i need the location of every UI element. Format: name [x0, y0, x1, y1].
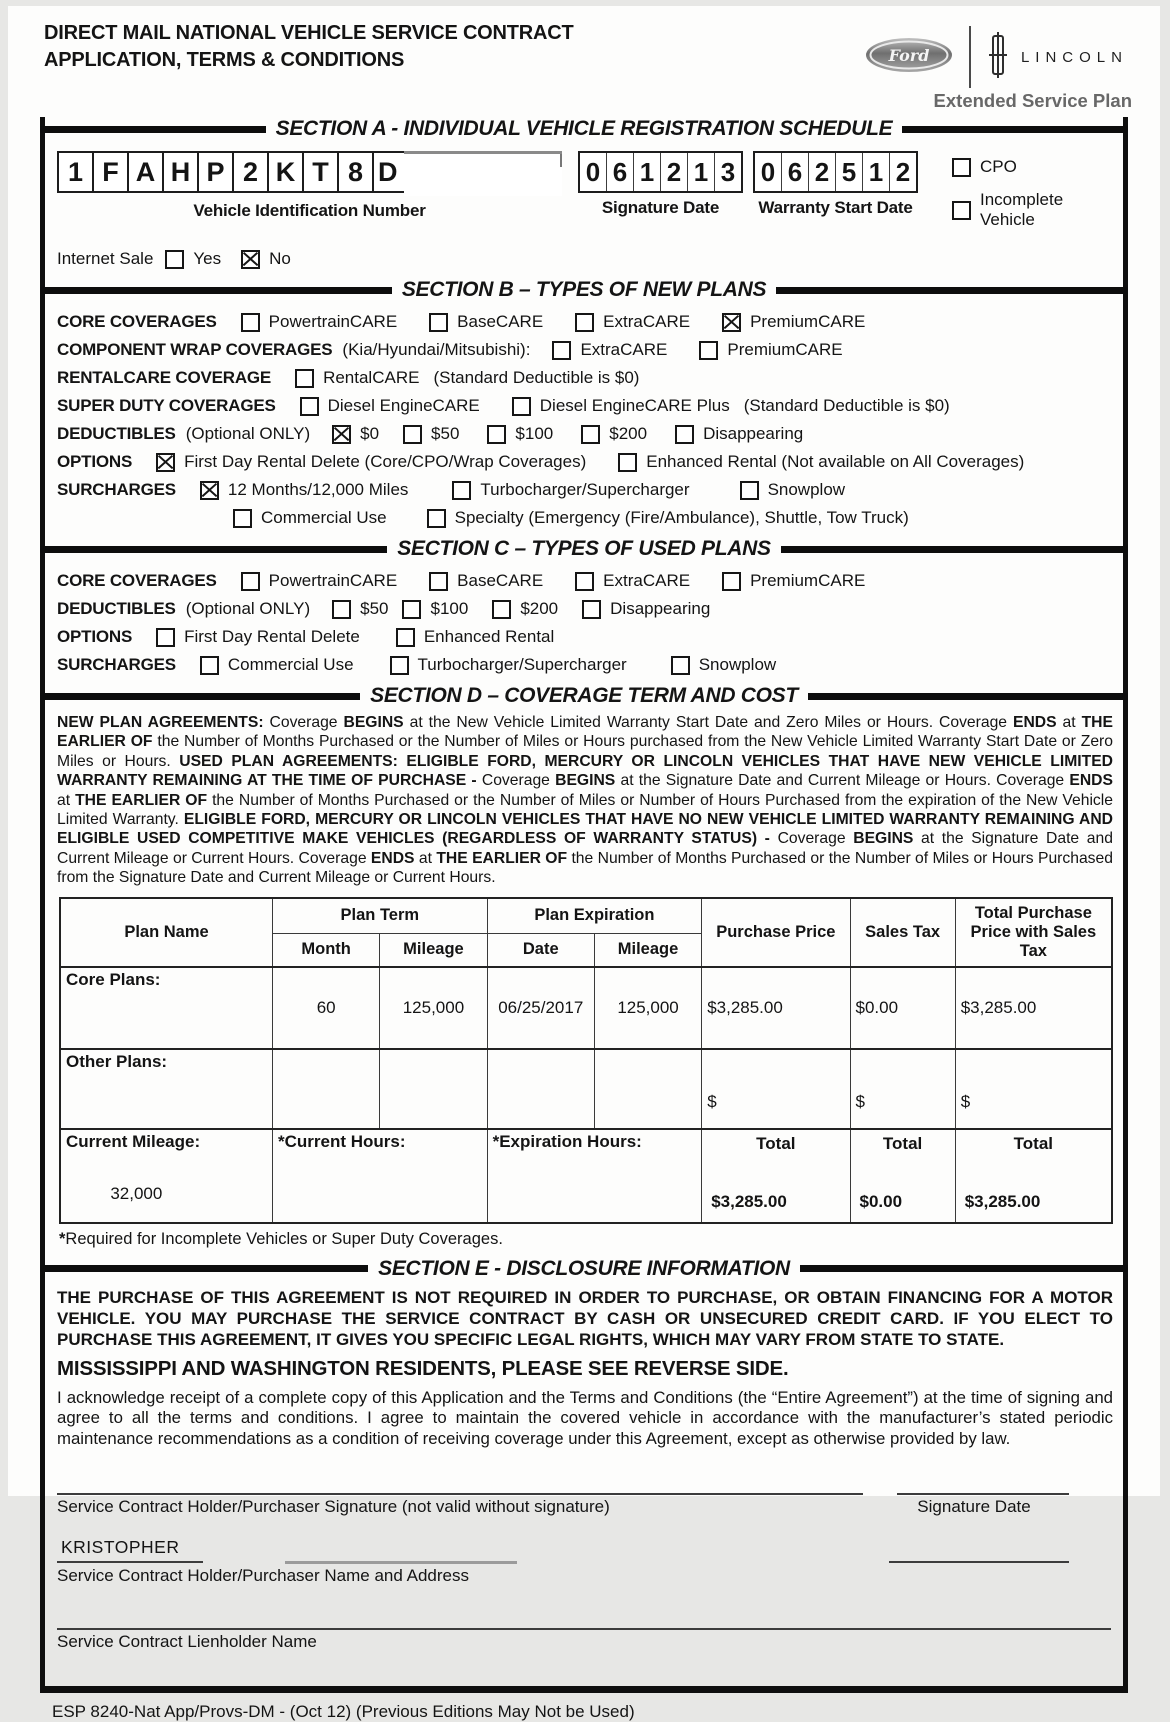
checkbox-option[interactable] — [722, 571, 865, 591]
checkbox-icon[interactable] — [618, 453, 637, 472]
checkbox-icon[interactable] — [722, 313, 741, 332]
no-label: No — [269, 249, 291, 268]
purchaser-signature-line[interactable] — [57, 1493, 863, 1495]
option-label: Disappearing — [703, 424, 804, 443]
core-mileage: 125,000 — [380, 967, 487, 1049]
date-digit: 0 — [580, 153, 607, 191]
core-exp-date: 06/25/2017 — [487, 967, 594, 1049]
cpo-checkbox[interactable] — [952, 158, 971, 177]
other-total: $ — [955, 1049, 1112, 1129]
coverage-row — [57, 448, 1113, 476]
holder-address-redacted-line[interactable] — [285, 1561, 517, 1564]
option-label: 12 Months/12,000 Miles — [227, 480, 409, 499]
option-label: $200 — [520, 599, 559, 618]
option-label: Turbocharger/Supercharger — [417, 655, 627, 674]
section-c-title: SECTION C – TYPES OF USED PLANS — [397, 537, 771, 560]
table-footnote — [45, 1224, 1123, 1257]
residents-note: MISSISSIPPI AND WASHINGTON RESIDENTS, PLEASE SEE REVERSE SIDE. — [57, 1356, 789, 1380]
checkbox-icon[interactable] — [582, 600, 601, 619]
date-digit: 5 — [836, 153, 863, 191]
option-label: First Day Rental Delete — [184, 627, 360, 646]
brand-logos — [865, 26, 1128, 88]
signature-date-line[interactable] — [897, 1493, 1069, 1495]
signature-date-label: Signature Date — [601, 198, 720, 217]
checkbox-option[interactable] — [618, 452, 1024, 472]
holder-name-value: KRISTOPHER — [61, 1537, 180, 1558]
yes-label: Yes — [193, 249, 222, 268]
checkbox-icon[interactable] — [699, 341, 718, 360]
row-label: OPTIONS — [57, 452, 133, 471]
col-purchase-price: Purchase Price — [702, 898, 850, 967]
option-label: Specialty (Emergency (Fire/Ambulance), Shuttle, Tow Truck) — [454, 508, 909, 527]
checkbox-option[interactable] — [699, 340, 842, 360]
internet-sale-no-option[interactable] — [241, 249, 291, 269]
section-c-header — [40, 537, 1128, 561]
checkbox-icon[interactable] — [722, 572, 741, 591]
coverage-row — [57, 336, 1113, 364]
checkbox-option[interactable] — [675, 424, 803, 444]
checkbox-option[interactable] — [575, 312, 690, 332]
grand-total-cell — [955, 1129, 1112, 1223]
incomplete-vehicle-label: Incomplete Vehicle — [980, 190, 1064, 229]
row-label: DEDUCTIBLES — [57, 599, 176, 618]
row-note: (Optional ONLY) — [185, 599, 311, 618]
checkbox-option[interactable] — [156, 627, 360, 647]
footnote-text: Required for Incomplete Vehicles or Super Duty Coverages. — [65, 1229, 503, 1248]
checkbox-option[interactable] — [429, 312, 543, 332]
checkbox-option[interactable] — [332, 599, 388, 619]
checkbox-icon[interactable] — [492, 600, 511, 619]
checkbox-option[interactable] — [581, 424, 647, 444]
option-label: PowertrainCARE — [268, 571, 398, 590]
checkbox-icon[interactable] — [575, 572, 594, 591]
col-sales-tax: Sales Tax — [850, 898, 955, 967]
section-e-title: SECTION E - DISCLOSURE INFORMATION — [378, 1256, 790, 1280]
option-label: BaseCARE — [457, 312, 544, 331]
current-hours-cell — [273, 1129, 488, 1223]
row-label: SUPER DUTY COVERAGES — [57, 396, 276, 415]
checkbox-option[interactable] — [740, 480, 846, 500]
checkbox-option[interactable] — [332, 424, 379, 444]
option-label: RentalCARE — [323, 368, 420, 387]
section-b-body — [45, 302, 1123, 537]
coverage-row — [57, 623, 1113, 651]
ford-logo-icon — [865, 37, 953, 78]
row-label: SURCHARGES — [57, 480, 176, 499]
checkbox-icon[interactable] — [200, 481, 219, 500]
option-label: Snowplow — [698, 655, 777, 674]
vin-label: Vehicle Identification Number — [193, 201, 426, 220]
signature-date-label: Signature Date — [917, 1497, 1031, 1517]
checkbox-option[interactable] — [575, 571, 690, 591]
row-label: RENTALCARE COVERAGE — [57, 368, 272, 387]
acknowledgment-paragraph: I acknowledge receipt of a complete copy of this Application and the Terms and Conditions (the “Entire Agreement”) at the time of signing and agree to all the terms and conditions. I agree to maintain the covered vehicle in accordance with the manufacturer’s stated periodic maintenance recommendations as a condition of receiving coverage under this Agreement, except as otherwise provided by law. — [57, 1387, 1113, 1448]
checkbox-option[interactable] — [396, 627, 554, 647]
vin-char: A — [127, 151, 164, 193]
option-note: (Standard Deductible is $0) — [433, 368, 640, 387]
checkbox-icon[interactable] — [452, 481, 471, 500]
checkbox-icon[interactable] — [429, 572, 448, 591]
col-total-price: Total Purchase Price with Sales Tax — [955, 898, 1112, 967]
row-label: CORE COVERAGES — [57, 571, 217, 590]
checkbox-icon[interactable] — [396, 628, 415, 647]
cpo-label: CPO — [980, 157, 1017, 176]
section-d-header — [40, 684, 1128, 708]
warranty-start-grid — [753, 151, 918, 193]
core-total: $3,285.00 — [955, 967, 1112, 1049]
checkbox-icon[interactable] — [156, 628, 175, 647]
coverage-term-paragraph: NEW PLAN AGREEMENTS: Coverage BEGINS at the New Vehicle Limited Warranty Start Date and Zero Miles or Hours. Coverage ENDS at THE EARLIER OF the Number of Months Purchased or the Number of Miles or Hours purchased from the New Vehicle Limited Warranty Start Date or Zero Miles or Hours. USED PLAN AGREEMENTS: ELIGIBLE FORD, MERCURY OR LINCOLN VEHICLES THAT HAVE NEW VEHICLE LIMITED WARRANTY REMAINING AT THE TIME OF PURCHASE - Coverage BEGINS at the Signature Date and Current Mileage or Hours. Coverage ENDS at THE EARLIER OF the Number of Months Purchased or the Number of Miles or Number of Hours Purchased from the expiration of the New Vehicle Limited Warranty. ELIGIBLE FORD, MERCURY OR LINCOLN VEHICLES THAT HAVE NO NEW VEHICLE LIMITED WARRANTY REMAINING AND ELIGIBLE USED COMPETITIVE MAKE VEHICLES (REGARDLESS OF WARRANTY STATUS) - Coverage BEGINS at the Signature Date and Current Mileage or Current Hours. Coverage ENDS at THE EARLIER OF the Number of Months Purchased or the Number of Miles or Hours Purchased from the Signature Date and Current Mileage or Current Hours. — [57, 714, 1114, 887]
checkbox-icon[interactable] — [233, 509, 252, 528]
option-label: ExtraCARE — [603, 571, 691, 590]
checkbox-option[interactable] — [582, 599, 710, 619]
checkbox-option[interactable] — [492, 599, 558, 619]
disclosure-paragraph: THE PURCHASE OF THIS AGREEMENT IS NOT REQUIRED IN ORDER TO PURCHASE, OR OBTAIN FINANCING FOR A MOTOR VEHICLE. YOU MAY PURCHASE THE SERVICE CONTRACT BY CASH OR UNSECURED CREDIT CARD. IF YOU ELECT TO PURCHASE THIS AGREEMENT, IT GIVES YOU SPECIFIC LEGAL RIGHTS, WHICH MAY VARY FROM STATE TO STATE. — [57, 1287, 1113, 1349]
row-note: (Optional ONLY) — [185, 424, 311, 443]
checkbox-icon[interactable] — [427, 509, 446, 528]
option-label: ExtraCARE — [603, 312, 691, 331]
checkbox-option[interactable] — [241, 571, 398, 591]
lincoln-emblem-icon — [987, 31, 1009, 84]
option-label: PremiumCARE — [727, 340, 843, 359]
date-digit: 0 — [755, 153, 782, 191]
internet-sale-yes-option[interactable] — [165, 249, 221, 269]
lincoln-wordmark: LINCOLN — [1020, 48, 1128, 66]
checkbox-option[interactable] — [671, 655, 777, 675]
name-address-label: Service Contract Holder/Purchaser Name and Address — [57, 1566, 469, 1586]
option-label: Diesel EngineCARE — [327, 396, 480, 415]
date-digit: 1 — [634, 153, 661, 191]
checkbox-icon[interactable] — [200, 656, 219, 675]
checkbox-icon[interactable] — [575, 313, 594, 332]
section-a-header — [40, 117, 1128, 141]
coverage-row — [233, 504, 1113, 532]
col-plan-expiration: Plan Expiration — [487, 898, 702, 934]
section-b-header — [40, 278, 1128, 302]
row-label: SURCHARGES — [57, 655, 176, 674]
vin-char: 8 — [337, 151, 374, 193]
warranty-start-field — [753, 151, 918, 218]
coverage-row — [57, 364, 1113, 392]
checkbox-option[interactable] — [512, 396, 950, 416]
incomplete-vehicle-option[interactable] — [952, 190, 1113, 230]
vin-field — [57, 151, 562, 221]
section-c-body — [45, 561, 1123, 684]
checkbox-option[interactable] — [241, 312, 398, 332]
checkbox-icon[interactable] — [390, 656, 409, 675]
checkbox-option[interactable] — [295, 368, 639, 388]
purchase-total-cell — [702, 1129, 850, 1223]
option-label: PremiumCARE — [750, 571, 866, 590]
option-label: Commercial Use — [227, 655, 354, 674]
other-plans-label: Other Plans: — [60, 1049, 273, 1129]
extended-service-plan-label: Extended Service Plan — [933, 90, 1132, 111]
checkbox-option[interactable] — [552, 340, 667, 360]
section-a-body — [45, 141, 1123, 278]
option-label: BaseCARE — [457, 571, 544, 590]
coverage-row — [57, 595, 1113, 623]
contract-form — [40, 117, 1128, 1693]
current-hours-label: *Current Hours: — [278, 1131, 406, 1151]
current-mileage-value: 32,000 — [110, 1183, 163, 1203]
vin-char: H — [162, 151, 199, 193]
checkbox-icon[interactable] — [552, 341, 571, 360]
document-header — [8, 6, 1160, 88]
col-plan-term: Plan Term — [273, 898, 488, 934]
form-number-footer: ESP 8240-Nat App/Provs-DM - (Oct 12) (Previous Editions May Not be Used) — [52, 1702, 635, 1722]
checkbox-option[interactable] — [487, 424, 553, 444]
checkbox-icon[interactable] — [300, 397, 319, 416]
no-checkbox[interactable] — [241, 250, 260, 269]
checkbox-icon[interactable] — [740, 481, 759, 500]
vin-char: 2 — [232, 151, 269, 193]
checkbox-icon[interactable] — [332, 600, 351, 619]
coverage-row — [57, 567, 1113, 595]
core-sales-tax: $0.00 — [850, 967, 955, 1049]
row-label: COMPONENT WRAP COVERAGES — [57, 340, 333, 359]
option-label: First Day Rental Delete (Core/CPO/Wrap Coverages) — [184, 452, 587, 471]
checkbox-option[interactable] — [722, 312, 865, 332]
checkbox-option[interactable] — [429, 571, 543, 591]
footnote-asterisk: * — [59, 1229, 66, 1248]
totals-row — [60, 1129, 1112, 1223]
checkbox-option[interactable] — [300, 396, 480, 416]
tax-total-cell — [850, 1129, 955, 1223]
coverage-row — [57, 392, 1113, 420]
date-digit: 2 — [661, 153, 688, 191]
current-mileage-cell — [60, 1129, 273, 1223]
internet-sale-row — [57, 243, 1113, 273]
checkbox-option[interactable] — [200, 480, 409, 500]
date-digit: 1 — [688, 153, 715, 191]
checkbox-option[interactable] — [403, 424, 459, 444]
purchaser-signature-label: Service Contract Holder/Purchaser Signature (not valid without signature) — [57, 1497, 610, 1517]
checkbox-icon[interactable] — [295, 369, 314, 388]
other-purchase-price: $ — [702, 1049, 850, 1129]
coverage-row — [57, 308, 1113, 336]
vin-char: K — [267, 151, 304, 193]
vin-char: P — [197, 151, 234, 193]
checkbox-option[interactable] — [402, 599, 468, 619]
signature-date-grid — [578, 151, 743, 193]
vin-char-partial: D — [372, 151, 404, 193]
checkbox-option[interactable] — [427, 508, 909, 528]
internet-sale-label: Internet Sale — [57, 249, 154, 268]
option-label: PowertrainCARE — [268, 312, 398, 331]
grand-total-value: $3,285.00 — [964, 1191, 1041, 1211]
other-plans-row — [60, 1049, 1112, 1129]
warranty-start-label: Warranty Start Date — [758, 198, 913, 217]
date-digit: 1 — [863, 153, 890, 191]
checkbox-icon[interactable] — [581, 425, 600, 444]
total-label: Total — [1013, 1133, 1054, 1153]
vin-grid — [57, 151, 562, 196]
checkbox-option[interactable] — [200, 655, 354, 675]
col-mileage: Mileage — [380, 933, 487, 967]
row-label: DEDUCTIBLES — [57, 424, 176, 443]
checkbox-icon[interactable] — [241, 313, 260, 332]
checkbox-icon[interactable] — [671, 656, 690, 675]
col-plan-name: Plan Name — [60, 898, 273, 967]
current-mileage-label: Current Mileage: — [66, 1131, 201, 1151]
total-label: Total — [756, 1133, 796, 1153]
core-month: 60 — [273, 967, 380, 1049]
date-entry-line[interactable] — [889, 1561, 1069, 1563]
checkbox-option[interactable] — [390, 655, 627, 675]
section-b-title: SECTION B – TYPES OF NEW PLANS — [401, 278, 767, 301]
logo-divider — [969, 26, 971, 88]
col-exp-mileage: Mileage — [594, 933, 701, 967]
tax-total-value: $0.00 — [859, 1191, 903, 1211]
col-month: Month — [273, 933, 380, 967]
option-label: $100 — [515, 424, 554, 443]
option-note: (Standard Deductible is $0) — [743, 396, 950, 415]
document-page — [8, 6, 1160, 1722]
checkbox-icon[interactable] — [429, 313, 448, 332]
option-label: Enhanced Rental — [423, 627, 555, 646]
coverage-cost-table — [59, 897, 1113, 1224]
vin-redaction — [404, 151, 562, 196]
checkbox-option[interactable] — [452, 480, 689, 500]
yes-checkbox[interactable] — [165, 250, 184, 269]
vin-char: T — [302, 151, 339, 193]
option-label: Snowplow — [767, 480, 846, 499]
option-label: ExtraCARE — [580, 340, 668, 359]
other-sales-tax: $ — [850, 1049, 955, 1129]
date-digit: 2 — [809, 153, 836, 191]
date-digit: 3 — [720, 156, 736, 187]
svg-text:Ford: Ford — [888, 45, 930, 65]
expiration-hours-label: *Expiration Hours: — [492, 1131, 642, 1151]
option-label: Turbocharger/Supercharger — [480, 480, 690, 499]
page-title — [44, 20, 574, 88]
option-label: $50 — [431, 424, 460, 443]
option-label: PremiumCARE — [750, 312, 866, 331]
lienholder-line[interactable] — [57, 1628, 1111, 1630]
option-label: $200 — [609, 424, 648, 443]
section-a-title: SECTION A - INDIVIDUAL VEHICLE REGISTRATION SCHEDULE — [275, 117, 893, 140]
coverage-row — [57, 420, 1113, 448]
title-line-2: APPLICATION, TERMS & CONDITIONS — [44, 49, 405, 71]
checkbox-icon[interactable] — [675, 425, 694, 444]
title-line-1: DIRECT MAIL NATIONAL VEHICLE SERVICE CONTRACT — [44, 22, 574, 44]
checkbox-icon[interactable] — [332, 425, 351, 444]
purchase-total-value: $3,285.00 — [711, 1191, 787, 1211]
coverage-row — [57, 476, 1113, 504]
option-label: $50 — [360, 599, 389, 618]
core-plans-label: Core Plans: — [60, 967, 273, 1049]
checkbox-option[interactable] — [156, 452, 586, 472]
checkbox-icon[interactable] — [403, 425, 422, 444]
incomplete-vehicle-checkbox[interactable] — [952, 201, 971, 220]
date-digit: 6 — [607, 153, 634, 191]
checkbox-icon[interactable] — [241, 572, 260, 591]
checkbox-icon[interactable] — [156, 453, 175, 472]
checkbox-option[interactable] — [233, 508, 387, 528]
checkbox-icon[interactable] — [487, 425, 506, 444]
row-label: OPTIONS — [57, 627, 133, 646]
lincoln-logo — [987, 31, 1128, 84]
vehicle-flags — [952, 151, 1113, 243]
row-note: (Kia/Hyundai/Mitsubishi): — [342, 340, 531, 359]
col-date: Date — [487, 933, 594, 967]
lienholder-label: Service Contract Lienholder Name — [57, 1632, 317, 1652]
option-label: $0 — [360, 424, 380, 443]
checkbox-icon[interactable] — [402, 600, 421, 619]
option-label: Diesel EngineCARE Plus — [539, 396, 730, 415]
core-purchase-price: $3,285.00 — [702, 967, 850, 1049]
checkbox-icon[interactable] — [512, 397, 531, 416]
total-label: Total — [882, 1133, 923, 1153]
option-label: Commercial Use — [261, 508, 387, 527]
core-exp-mileage: 125,000 — [594, 967, 701, 1049]
section-e-header — [40, 1257, 1128, 1281]
option-label: Enhanced Rental (Not available on All Coverages) — [646, 452, 1025, 471]
coverage-row — [57, 651, 1113, 679]
holder-name-line[interactable] — [57, 1561, 203, 1563]
cpo-option[interactable] — [952, 157, 1113, 177]
section-d-title: SECTION D – COVERAGE TERM AND COST — [370, 684, 798, 707]
option-label: $100 — [430, 599, 469, 618]
date-digit: 6 — [782, 153, 809, 191]
option-label: Disappearing — [610, 599, 711, 618]
expiration-hours-cell — [487, 1129, 702, 1223]
vin-char: F — [92, 151, 129, 193]
date-digit: 2 — [895, 156, 911, 187]
signature-area — [45, 1493, 1123, 1686]
vin-char: 1 — [57, 151, 94, 193]
row-label: CORE COVERAGES — [57, 312, 217, 331]
signature-date-field — [578, 151, 743, 218]
core-plans-row — [60, 967, 1112, 1049]
